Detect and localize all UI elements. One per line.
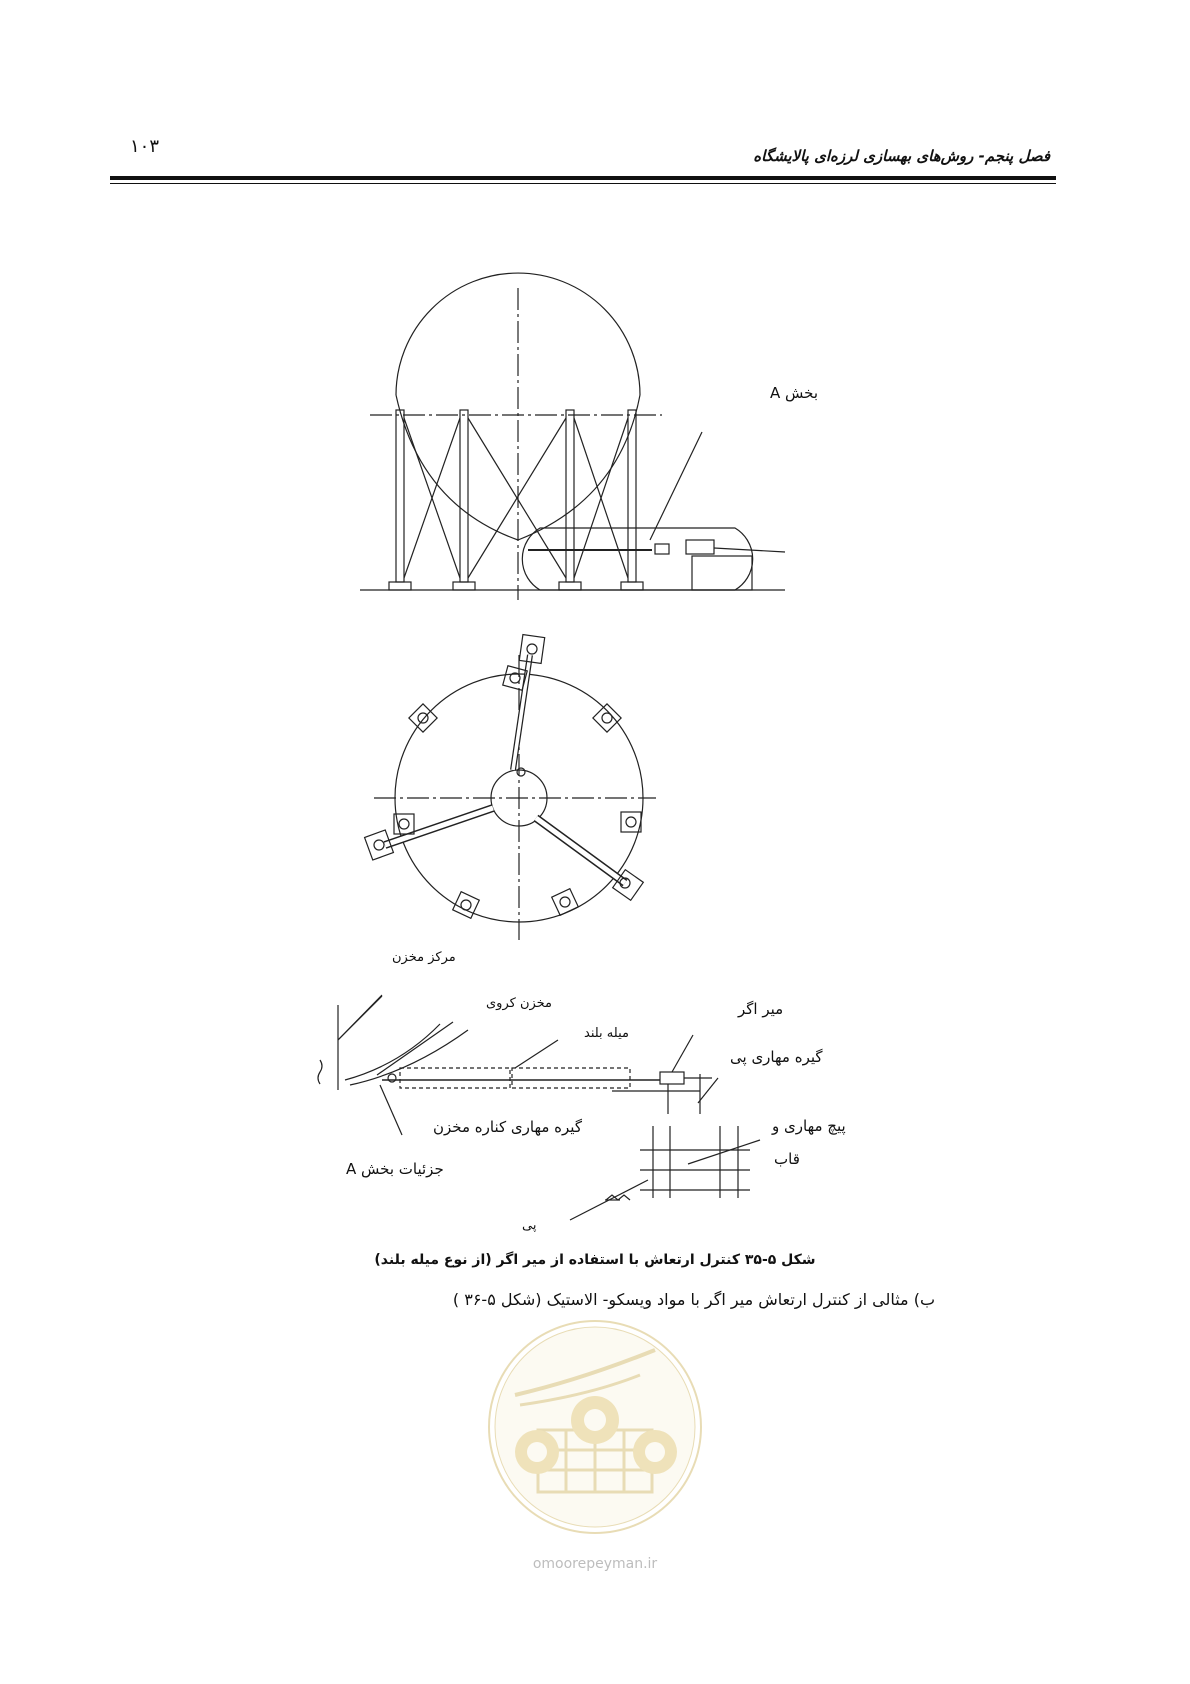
label-bolt-and-frame-line1: پیچ مهاری و (772, 1117, 846, 1135)
label-spherical-tank: مخزن کروی (486, 996, 553, 1011)
watermark-logo (489, 1321, 701, 1533)
label-bolt-and-frame-line2: قاب (774, 1150, 800, 1168)
label-damper: میر اگر (738, 1000, 784, 1018)
chapter-title: فصل پنجم- روش‌های بهسازی لرزه‌ای پالایشگاه (753, 147, 1050, 165)
label-section-a: بخش A (770, 384, 819, 402)
plan-view (365, 635, 656, 940)
watermark-url: omoorepeyman.ir (532, 1556, 658, 1572)
detail-a (318, 995, 760, 1220)
page-number: ۱۰۳ (130, 136, 160, 157)
label-tank-center: مرکز مخزن (392, 950, 456, 965)
label-tank-edge-clamp: گیره مهاری کناره مخزن (433, 1118, 582, 1136)
body-paragraph: ب) مثالی از کنترل ارتعاش میر اگر با مواد ویسکو- الاستیک (شکل ۵-۳۶ ) (452, 1290, 935, 1309)
label-foundation-clamp: گیره مهاری پی (730, 1048, 823, 1066)
label-section-a-details: جزئیات بخش A (346, 1160, 444, 1178)
figure-caption: شکل ۵-۳۵ کنترل ارتعاش با استفاده از میر اگر (از نوع میله بلند) (374, 1252, 816, 1268)
label-long-rod: میله بلند (584, 1026, 629, 1041)
label-foundation: پی (522, 1218, 537, 1233)
elevation-view (360, 273, 785, 600)
